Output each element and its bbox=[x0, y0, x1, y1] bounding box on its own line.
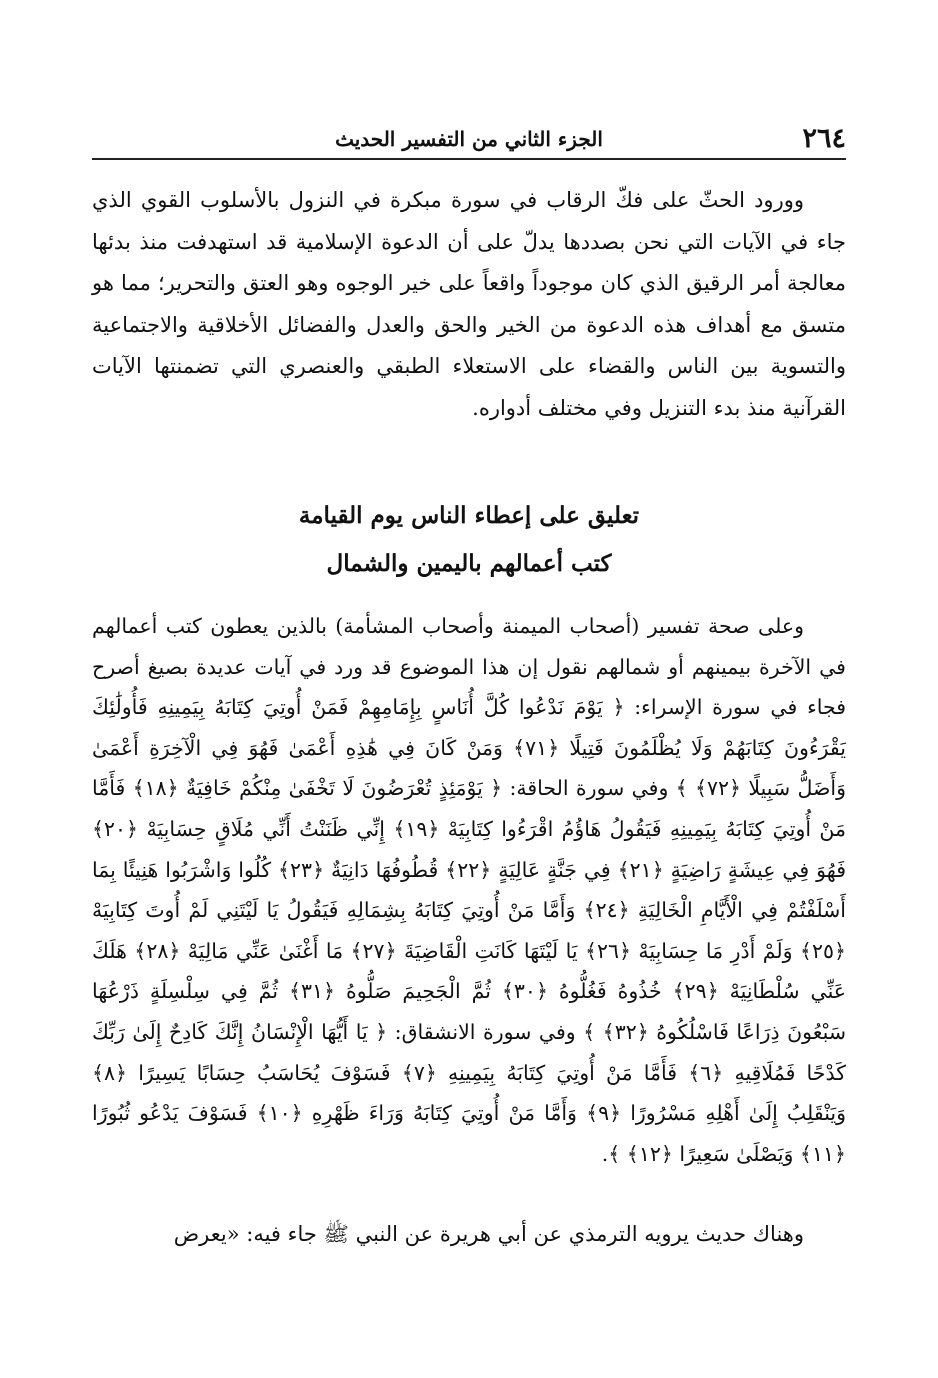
body-paragraph-2: وعلى صحة تفسير (أصحاب الميمنة وأصحاب المشأمة) بالذين يعطون كتب أعمالهم في الآخرة بيمينهم أو شمالهم نقول إن هذا الموضوع قد ورد في آيات عديدة بصيغ أصرح فجاء في سورة الإسراء: ﴿ يَوْمَ نَدْعُوا كُلَّ أُنَاسٍ بِإِمَامِهِمْ فَمَنْ أُوتِيَ كِتَابَهُ بِيَمِينِهِ فَأُولَٰئِكَ يَقْرَءُونَ كِتَابَهُمْ وَلَا يُظْلَمُونَ فَتِيلًا ﴿٧١﴾ وَمَنْ كَانَ فِي هَٰذِهِ أَعْمَىٰ فَهُوَ فِي الْآخِرَةِ أَعْمَىٰ وَأَضَلُّ سَبِيلًا ﴿٧٢﴾ ﴾ وفي سورة الحاقة: ﴿ يَوْمَئِذٍ تُعْرَضُونَ لَا تَخْفَىٰ مِنْكُمْ خَافِيَةٌ ﴿١٨﴾ فَأَمَّا مَنْ أُوتِيَ كِتَابَهُ بِيَمِينِهِ فَيَقُولُ هَاؤُمُ اقْرَءُوا كِتَابِيَهْ ﴿١٩﴾ إِنِّي ظَنَنْتُ أَنِّي مُلَاقٍ حِسَابِيَهْ ﴿٢٠﴾ فَهُوَ فِي عِيشَةٍ رَاضِيَةٍ ﴿٢١﴾ فِي جَنَّةٍ عَالِيَةٍ ﴿٢٢﴾ قُطُوفُهَا دَانِيَةٌ ﴿٢٣﴾ كُلُوا وَاشْرَبُوا هَنِيئًا بِمَا أَسْلَفْتُمْ فِي الْأَيَّامِ الْخَالِيَةِ ﴿٢٤﴾ وَأَمَّا مَنْ أُوتِيَ كِتَابَهُ بِشِمَالِهِ فَيَقُولُ يَا لَيْتَنِي لَمْ أُوتَ كِتَابِيَهْ ﴿٢٥﴾ وَلَمْ أَدْرِ مَا حِسَابِيَهْ ﴿٢٦﴾ يَا لَيْتَهَا كَانَتِ الْقَاضِيَةَ ﴿٢٧﴾ مَا أَغْنَىٰ عَنِّي مَالِيَهْ ﴿٢٨﴾ هَلَكَ عَنِّي سُلْطَانِيَهْ ﴿٢٩﴾ خُذُوهُ فَغُلُّوهُ ﴿٣٠﴾ ثُمَّ الْجَحِيمَ صَلُّوهُ ﴿٣١﴾ ثُمَّ فِي سِلْسِلَةٍ ذَرْعُهَا سَبْعُونَ ذِرَاعًا فَاسْلُكُوهُ ﴿٣٢﴾ ﴾ وفي سورة الانشقاق: ﴿ يَا أَيُّهَا الْإِنْسَانُ إِنَّكَ كَادِحٌ إِلَىٰ رَبِّكَ كَدْحًا فَمُلَاقِيهِ ﴿٦﴾ فَأَمَّا مَنْ أُوتِيَ كِتَابَهُ بِيَمِينِهِ ﴿٧﴾ فَسَوْفَ يُحَاسَبُ حِسَابًا يَسِيرًا ﴿٨﴾ وَيَنْقَلِبُ إِلَىٰ أَهْلِهِ مَسْرُورًا ﴿٩﴾ وَأَمَّا مَنْ أُوتِيَ كِتَابَهُ وَرَاءَ ظَهْرِهِ ﴿١٠﴾ فَسَوْفَ يَدْعُو ثُبُورًا ﴿١١﴾ وَيَصْلَىٰ سَعِيرًا ﴿١٢﴾ ﴾. bbox=[92, 614, 847, 1166]
section-heading-line-1: تعليق على إعطاء الناس يوم القيامة bbox=[298, 502, 640, 529]
running-title: الجزء الثاني من التفسير الحديث bbox=[335, 127, 603, 151]
section-heading-line-2: كتب أعمالهم باليمين والشمال bbox=[326, 550, 612, 577]
page-number: ٢٦٤ bbox=[802, 123, 846, 154]
body-paragraph-1: وورود الحثّ على فكّ الرقاب في سورة مبكرة في النزول بالأسلوب القوي الذي جاء في الآيات التي نحن بصددها يدلّ على أن الدعوة الإسلامية قد استهدفت منذ بدئها معالجة أمر الرقيق الذي كان موجوداً واقعاً على خير الوجوه وهو العتق والتحرير؛ مما هو متسق مع أهداف هذه الدعوة من الخير والحق والعدل والفضائل الأخلاقية والاجتماعية والتسوية بين الناس والقضاء على الاستعلاء الطبقي والعنصري التي تضمنتها الآيات القرآنية منذ بدء التنزيل وفي مختلف أدواره. bbox=[92, 188, 846, 420]
header-rule bbox=[92, 158, 846, 160]
body-paragraph-3: وهناك حديث يرويه الترمذي عن أبي هريرة عن النبي ﷺ جاء فيه: «يعرض bbox=[173, 1222, 804, 1246]
page-header bbox=[92, 118, 846, 160]
